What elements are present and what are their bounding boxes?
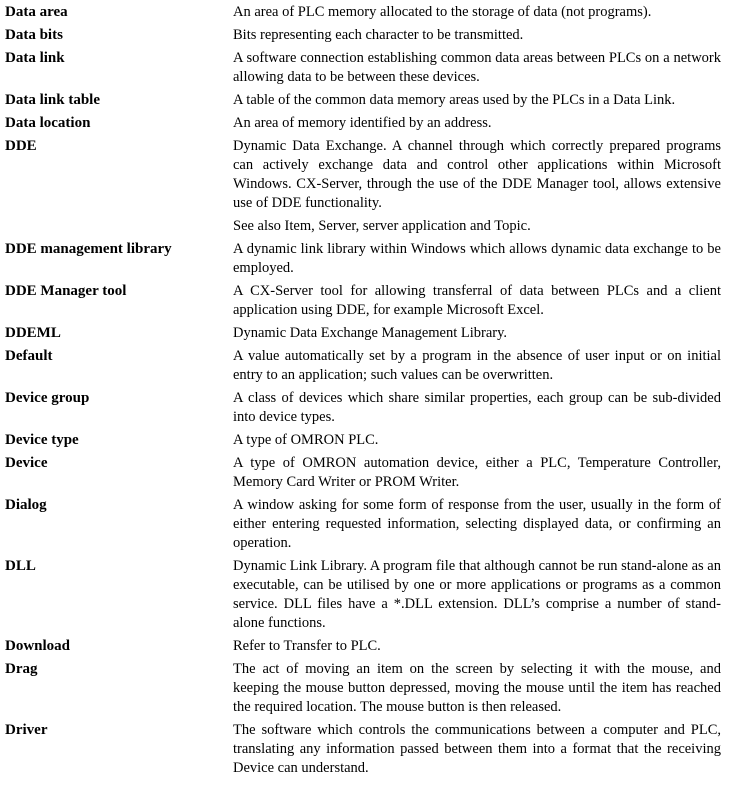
glossary-term: Drag [5, 661, 38, 677]
glossary-definition [233, 721, 721, 778]
glossary-term: Driver [5, 722, 48, 738]
definition-paragraph: Refer to Transfer to PLC. [233, 638, 381, 654]
glossary-term: DDEML [5, 325, 61, 341]
glossary-term: DLL [5, 558, 36, 574]
glossary-term: Data bits [5, 27, 63, 43]
glossary-definition [233, 431, 721, 450]
glossary-term: Dialog [5, 497, 47, 513]
glossary-entry [5, 26, 721, 45]
glossary-definition [233, 454, 721, 492]
glossary-definition [233, 91, 721, 110]
glossary-definition [233, 26, 721, 45]
definition-paragraph: An area of memory identified by an address. [233, 115, 492, 131]
definition-paragraph: Dynamic Link Library. A program file that although cannot be run stand-alone as an executable, can be utilised by one or more applications or programs as a common service. DLL files have a *.DLL extension. DLL’s comprise a number of stand-alone functions. [233, 558, 721, 631]
glossary-definition [233, 240, 721, 278]
glossary-entry [5, 282, 721, 320]
glossary-definition [233, 389, 721, 427]
glossary-term: Data location [5, 115, 91, 131]
definition-paragraph: Bits representing each character to be transmitted. [233, 27, 524, 43]
glossary-term: DDE Manager tool [5, 283, 127, 299]
definition-paragraph: A type of OMRON PLC. [233, 432, 379, 448]
glossary-definition [233, 137, 721, 236]
glossary-definition [233, 324, 721, 343]
glossary-entry [5, 557, 721, 633]
definition-paragraph: Dynamic Data Exchange. A channel through which correctly prepared programs can actively exchange data and control other applications within Microsoft Windows. CX-Server, through the use of the DDE Manager tool, allows extensive use of DDE functionality. [233, 138, 721, 211]
definition-paragraph: A type of OMRON automation device, either a PLC, Temperature Controller, Memory Card Writer or PROM Writer. [233, 455, 721, 490]
definition-paragraph: A CX-Server tool for allowing transferral of data between PLCs and a client application using DDE, for example Microsoft Excel. [233, 283, 721, 318]
glossary-entry [5, 496, 721, 553]
glossary-entry [5, 240, 721, 278]
glossary-entry [5, 347, 721, 385]
definition-paragraph: A dynamic link library within Windows which allows dynamic data exchange to be employed. [233, 241, 721, 276]
glossary-entry [5, 91, 721, 110]
definition-paragraph: A class of devices which share similar properties, each group can be sub-divided into device types. [233, 390, 721, 425]
glossary-entry [5, 114, 721, 133]
glossary-definition [233, 496, 721, 553]
glossary-term: Download [5, 638, 71, 654]
glossary-entry [5, 3, 721, 22]
glossary-definition [233, 3, 721, 22]
glossary-entry [5, 389, 721, 427]
definition-paragraph: A value automatically set by a program in the absence of user input or on initial entry to an application; such values can be overwritten. [233, 348, 721, 383]
definition-paragraph: The act of moving an item on the screen by selecting it with the mouse, and keeping the mouse button depressed, moving the mouse until the item has reached the required location. The mouse button is then released. [233, 661, 721, 715]
glossary-term: Device [5, 455, 48, 471]
glossary-entry [5, 137, 721, 236]
glossary-entry [5, 637, 721, 656]
definition-paragraph: Dynamic Data Exchange Management Library. [233, 325, 508, 341]
glossary-definition [233, 347, 721, 385]
glossary-term: Data link table [5, 92, 101, 108]
glossary-term: Device group [5, 390, 90, 406]
glossary-definition [233, 557, 721, 633]
glossary-term: Device type [5, 432, 79, 448]
glossary-term: Data link [5, 50, 65, 66]
glossary-entry [5, 324, 721, 343]
glossary-definition [233, 660, 721, 717]
glossary-entry [5, 660, 721, 717]
glossary-term: DDE [5, 138, 37, 154]
glossary-entry [5, 431, 721, 450]
glossary-definition [233, 637, 721, 656]
glossary-entry [5, 49, 721, 87]
glossary-definition [233, 114, 721, 133]
definition-paragraph: The software which controls the communications between a computer and PLC, translating any information passed between them into a format that the receiving Device can understand. [233, 722, 721, 776]
glossary-term: DDE management library [5, 241, 172, 257]
definition-paragraph: A table of the common data memory areas used by the PLCs in a Data Link. [233, 92, 676, 108]
definition-paragraph: An area of PLC memory allocated to the storage of data (not programs). [233, 4, 652, 20]
glossary-entry [5, 721, 721, 778]
glossary-entry [5, 454, 721, 492]
definition-paragraph: See also Item, Server, server application and Topic. [233, 218, 531, 234]
glossary-term: Data area [5, 4, 68, 20]
glossary-definition [233, 282, 721, 320]
definition-paragraph: A software connection establishing common data areas between PLCs on a network allowing data to be between these devices. [233, 50, 721, 85]
glossary-term: Default [5, 348, 53, 364]
glossary-definition [233, 49, 721, 87]
glossary-list [5, 3, 721, 778]
definition-paragraph: A window asking for some form of response from the user, usually in the form of either entering requested information, selecting displayed data, or confirming an operation. [233, 497, 721, 551]
